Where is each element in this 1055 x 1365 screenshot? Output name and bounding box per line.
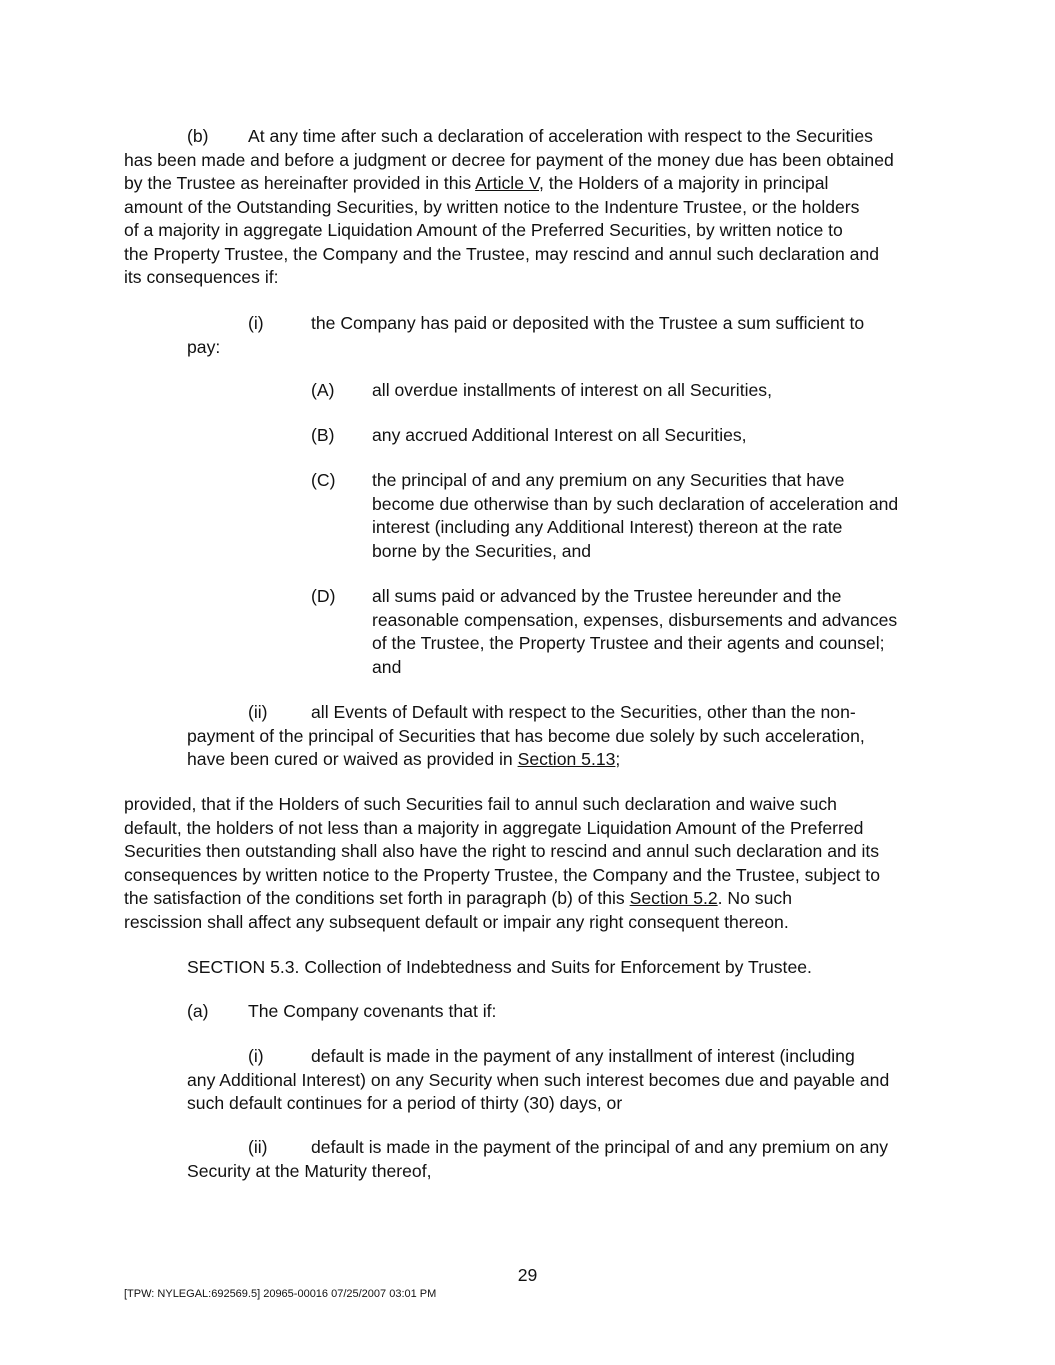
page-number: 29 xyxy=(517,1265,538,1285)
text-line: the Property Trustee, the Company and the Trustee, may rescind and annul such declaration and xyxy=(124,243,880,264)
para-label: (ii) xyxy=(248,1137,268,1157)
text-line: Security at the Maturity thereof, xyxy=(187,1160,432,1181)
text-line xyxy=(187,748,620,772)
text: have been cured or waived as provided in xyxy=(187,749,518,769)
text-line: consequences by written notice to the Property Trustee, the Company and the Trustee, subject to xyxy=(124,864,880,885)
text-line: the Company has paid or deposited with the Trustee a sum sufficient to xyxy=(311,313,865,333)
text-line: its consequences if: xyxy=(124,267,279,287)
section-5-13-reference: Section 5.13 xyxy=(517,749,616,769)
text-line xyxy=(124,172,828,196)
para-label: (i) xyxy=(248,313,264,333)
text: , the Holders of a majority in principal xyxy=(539,173,829,193)
article-v-reference: Article V xyxy=(475,173,539,193)
text-line: At any time after such a declaration of acceleration with respect to the Securities xyxy=(248,126,873,146)
text-line: borne by the Securities, and xyxy=(372,540,592,561)
text-line: interest (including any Additional Interest) thereon at the rate xyxy=(372,517,843,537)
text-line: and xyxy=(372,656,402,677)
text-line: the principal of and any premium on any Securities that have xyxy=(372,470,845,490)
text: . No such xyxy=(717,888,792,908)
section-5-2-reference: Section 5.2 xyxy=(629,888,718,908)
text: by the Trustee as hereinafter provided in this xyxy=(124,173,476,193)
item-label: (C) xyxy=(311,470,336,490)
text-line: all Events of Default with respect to the Securities, other than the non- xyxy=(311,702,856,722)
text-line: any accrued Additional Interest on all Securities, xyxy=(372,425,747,445)
text-line: such default continues for a period of thirty (30) days, or xyxy=(187,1093,623,1113)
text-line: any Additional Interest) on any Security when such interest becomes due and payable and xyxy=(187,1069,890,1090)
text-line: Securities then outstanding shall also have the right to rescind and annul such declaration and its xyxy=(124,841,880,861)
text-line: provided, that if the Holders of such Securities fail to annul such declaration and waive such xyxy=(124,794,837,814)
text-line: default is made in the payment of any installment of interest (including xyxy=(311,1046,855,1066)
text-line: all overdue installments of interest on all Securities, xyxy=(372,380,772,400)
text-line: payment of the principal of Securities that has become due solely by such acceleration, xyxy=(187,725,865,746)
item-label: (B) xyxy=(311,425,335,445)
section-heading: SECTION 5.3. Collection of Indebtedness and Suits for Enforcement by Trustee. xyxy=(187,957,812,977)
text-line: of a majority in aggregate Liquidation Amount of the Preferred Securities, by written notice to xyxy=(124,220,843,240)
text: ; xyxy=(615,749,621,769)
text-line: has been made and before a judgment or decree for payment of the money due has been obtained xyxy=(124,149,894,170)
text-line xyxy=(124,887,792,911)
text-line: default, the holders of not less than a majority in aggregate Liquidation Amount of the Preferred xyxy=(124,817,864,838)
para-label: (i) xyxy=(248,1046,264,1066)
document-footer: [TPW: NYLEGAL:692569.5] 20965-00016 07/25/2007 03:01 PM xyxy=(124,1288,437,1300)
text-line: default is made in the payment of the principal of and any premium on any xyxy=(311,1137,889,1157)
para-label: (a) xyxy=(187,1001,209,1021)
text: the satisfaction of the conditions set forth in paragraph (b) of this xyxy=(124,888,630,908)
text-line: all sums paid or advanced by the Trustee hereunder and the xyxy=(372,586,842,606)
item-label: (D) xyxy=(311,586,336,606)
text-line: rescission shall affect any subsequent default or impair any right consequent thereon. xyxy=(124,911,789,932)
para-label: (ii) xyxy=(248,702,268,722)
text-line: pay: xyxy=(187,337,221,357)
text-line: become due otherwise than by such declaration of acceleration and xyxy=(372,493,899,514)
text-line: reasonable compensation, expenses, disbursements and advances xyxy=(372,609,898,630)
text-line: The Company covenants that if: xyxy=(248,1001,497,1021)
para-label: (b) xyxy=(187,126,209,146)
item-label: (A) xyxy=(311,380,335,400)
text-line: of the Trustee, the Property Trustee and their agents and counsel; xyxy=(372,633,885,653)
text-line: amount of the Outstanding Securities, by written notice to the Indenture Trustee, or the holders xyxy=(124,196,860,217)
